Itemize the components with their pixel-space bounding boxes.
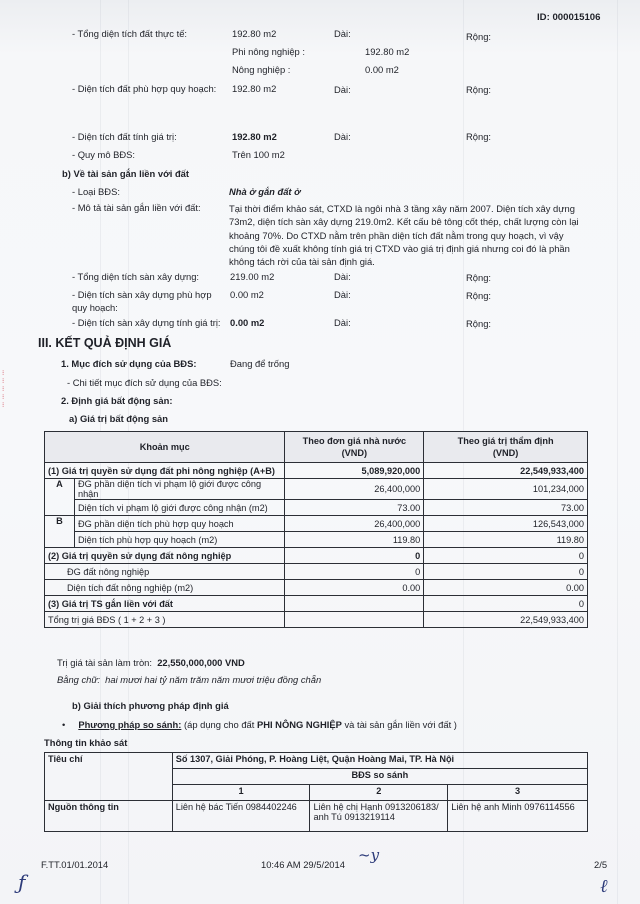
total-floor-value: 219.00 m2 [230,271,275,282]
purpose-detail-label: - Chi tiết mục đích sử dụng của BĐS: [67,377,222,388]
table-row: Nguồn thông tin Liên hệ bác Tiến 0984402246 Liên hệ chị Hạnh 0913206183/ anh Tú 0913219114 Liên hệ anh Minh 0976114556 [45,801,588,832]
table-row: (1) Giá trị quyền sử dụng đất phi nông nghiệp (A+B) 5,089,920,000 22,549,933,400 [45,463,588,479]
table-row: 1 2 3 [45,785,588,801]
in-words-line: Bằng chữ: hai mươi hai tỷ năm trăm năm mươi triệu đồng chẵn [57,674,322,685]
total-actual-area-value: 192.80 m2 [232,28,277,39]
floor-fit-label-line1: - Diện tích sàn xây dựng phù hợp [72,289,212,300]
method-name: Phương pháp so sánh: [78,719,182,730]
table-row: Diện tích đất nông nghiệp (m2) 0.00 0.00 [45,580,588,596]
signature-icon: ℓ [600,876,608,897]
table-row: (2) Giá trị quyền sử dụng đất nông nghiệp 0 0 [45,548,588,564]
signature-icon: ~y [358,846,380,864]
table-total-row: Tổng trị giá BĐS ( 1 + 2 + 3 ) 22,549,933,400 [45,612,588,628]
scale-label: - Quy mô BĐS: [72,149,136,160]
stamp-mark-icon: ⁝ ⁝ ⁝ ⁝ ⁝ [2,370,5,409]
timestamp: 10:46 AM 29/5/2014 [261,859,345,870]
survey-table [44,752,588,832]
header-state-price: Theo đơn giá nhà nước (VND) [285,432,424,463]
non-agri-value: 192.80 m2 [365,46,410,57]
survey-address: Số 1307, Giải Phóng, P. Hoàng Liệt, Quận Hoàng Mai, TP. Hà Nội [172,753,587,769]
length-label: Dài: [334,84,351,95]
bullet: • [62,719,66,730]
non-agri-label: Phi nông nghiệp : [232,46,305,57]
length-label: Dài: [334,131,351,142]
assets-heading: b) Về tài sản gắn liền với đất [62,168,190,179]
table-row: B ĐG phần diện tích phù hợp quy hoạch 26,400,000 126,543,000 [45,516,588,532]
valuation-heading: 2. Định giá bất động sản: [61,395,173,406]
in-words-value: hai mươi hai tỷ năm trăm năm mươi triệu đồng chẵn [105,674,322,685]
table-header-row [45,432,588,463]
valued-area-value: 192.80 m2 [232,131,277,142]
asset-description-label: - Mô tả tài sản gắn liền với đất: [72,202,201,213]
purpose-label: 1. Mục đích sử dụng của BĐS: [61,358,197,369]
method-heading: b) Giải thích phương pháp định giá [72,700,229,711]
length-label: Dài: [334,289,351,300]
table-row: Tiêu chí Số 1307, Giải Phóng, P. Hoàng Liệt, Quận Hoàng Mai, TP. Hà Nội [45,753,588,769]
width-label: Rộng: [466,84,492,95]
table-row: (3) Giá trị TS gắn liền với đất 0 [45,596,588,612]
agri-value: 0.00 m2 [365,64,399,75]
method-line: • Phương pháp so sánh: (áp dụng cho đất PHI NÔNG NGHIỆP và tài sản gắn liền với đất ) [62,719,457,730]
table-row: ĐG đất nông nghiệp 0 0 [45,564,588,580]
total-actual-area-label: - Tổng diện tích đất thực tế: [72,28,188,39]
valuation-table [44,431,588,628]
planning-fit-area-label: - Diện tích đất phù hợp quy hoạch: [72,83,217,94]
scale-value: Trên 100 m2 [232,149,285,160]
valued-area-label: - Diện tích đất tính giá trị: [72,131,177,142]
length-label: Dài: [334,317,351,328]
rounded-value-line: Trị giá tài sản làm tròn: 22,550,000,000 VND [57,657,245,668]
page-number: 2/5 [594,859,608,870]
table-row: A ĐG phần diện tích vi phạm lộ giới được công nhận 26,400,000 101,234,000 [45,479,588,500]
signature-icon: ƒ [18,870,26,894]
length-label: Dài: [334,28,351,39]
purpose-value: Đang để trống [230,358,290,369]
form-code: F.TT.01/01.2014 [41,859,109,870]
table-row: Diện tích phù hợp quy hoạch (m2) 119.80 119.80 [45,532,588,548]
agri-label: Nông nghiệp : [232,64,291,75]
header-appraised-value: Theo giá trị thẩm định (VND) [424,432,588,463]
value-heading: a) Giá trị bất động sản [69,413,168,424]
document-id: ID: 000015106 [537,12,601,23]
width-label: Rộng: [466,31,492,42]
width-label: Rộng: [466,272,492,283]
floor-fit-label-line2: quy hoạch: [72,302,118,313]
rounded-value: 22,550,000,000 VND [157,657,245,668]
planning-fit-area-value: 192.80 m2 [232,83,277,94]
asset-type-value: Nhà ở gắn đất ở [229,186,301,197]
total-floor-label: - Tổng diện tích sàn xây dựng: [72,271,200,282]
floor-fit-value: 0.00 m2 [230,289,264,300]
survey-title: Thông tin khảo sát [44,737,128,748]
width-label: Rộng: [466,131,492,142]
floor-valued-value: 0.00 m2 [230,317,265,328]
table-row: Diện tích vi phạm lộ giới được công nhận (m2) 73.00 73.00 [45,500,588,516]
floor-valued-label: - Diện tích sàn xây dựng tính giá trị: [72,317,221,328]
length-label: Dài: [334,271,351,282]
width-label: Rộng: [466,290,492,301]
width-label: Rộng: [466,318,492,329]
section-title: III. KẾT QUẢ ĐỊNH GIÁ [38,336,172,350]
table-row: BĐS so sánh [45,769,588,785]
asset-description-value: Tại thời điểm khảo sát, CTXD là ngôi nhà 3 tầng xây năm 2007. Diện tích xây dựng 73m2, diện tích sàn xây dựng 219.0m2. Kết cấu bê tông cốt thép, chất lượng còn lại khoảng 70%. Do CTXD nằm trên phần diện tích đất nằm trong quy hoạch, vì vậy chúng tôi đề xuất không tính giá trị CTXD vào giá trị định giá nhưng coi đó là phần không tách rời của tài sản định giá. [229,203,579,268]
header-item: Khoản mục [45,432,285,463]
asset-type-label: - Loại BĐS: [72,186,120,197]
